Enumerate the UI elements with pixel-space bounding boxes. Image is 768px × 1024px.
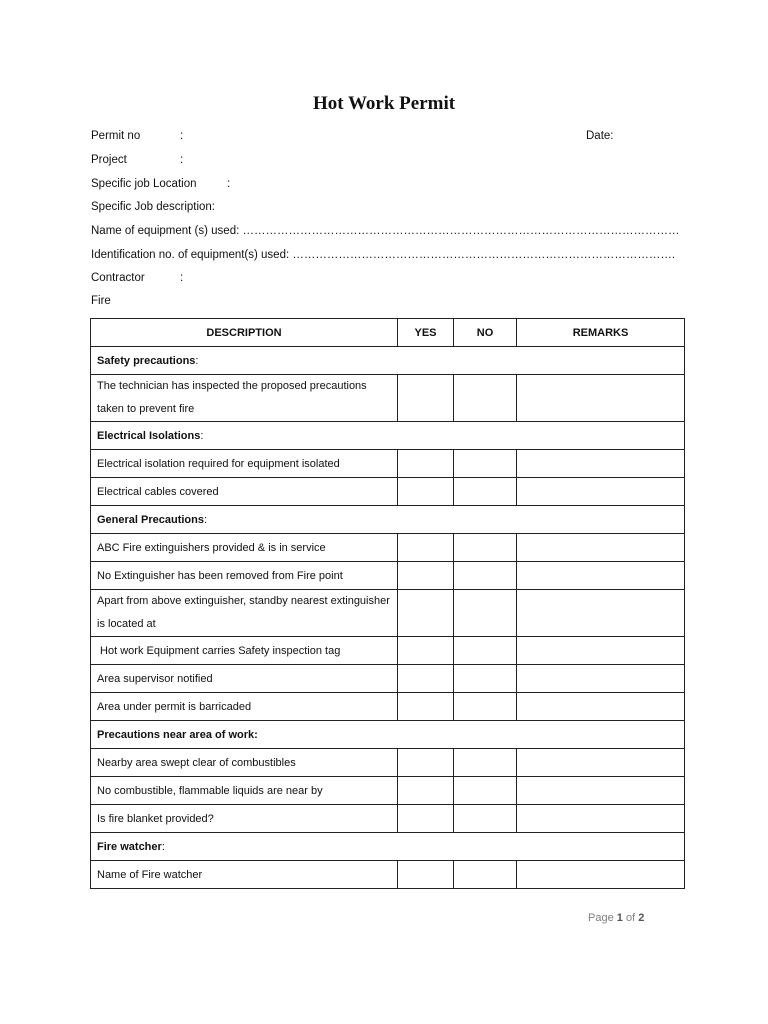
section-colon: :	[204, 513, 208, 526]
fire-label	[91, 295, 111, 307]
equipment-name-label: Name of equipment (s) used:	[91, 225, 240, 237]
item-description: Name of Fire watcher	[91, 861, 398, 889]
table-header-row	[91, 319, 685, 347]
section-colon: :	[200, 429, 204, 442]
no-cell[interactable]	[454, 665, 517, 693]
table-row	[91, 777, 685, 805]
equipment-name-dots: ……………………………………………………………………………………………………	[242, 225, 680, 237]
yes-cell[interactable]	[398, 861, 454, 889]
remarks-cell[interactable]	[517, 665, 685, 693]
section-title	[91, 422, 685, 450]
section-row	[91, 347, 685, 375]
table-row	[91, 749, 685, 777]
section-title-text: Safety precautions	[97, 354, 196, 367]
section-title	[91, 833, 685, 861]
permit-no-label: Permit no	[91, 130, 141, 142]
item-description: Electrical cables covered	[91, 478, 398, 506]
no-cell[interactable]	[454, 375, 517, 422]
no-cell[interactable]	[454, 478, 517, 506]
checklist-table	[90, 318, 685, 889]
yes-cell[interactable]	[398, 450, 454, 478]
of-word: of	[625, 912, 636, 924]
description-header: DESCRIPTION	[91, 319, 398, 347]
page-title: Hot Work Permit	[312, 93, 456, 114]
page-total: 2	[638, 912, 645, 924]
remarks-cell[interactable]	[517, 478, 685, 506]
job-description-field	[91, 201, 215, 213]
section-title	[91, 721, 685, 749]
section-colon: :	[161, 840, 165, 853]
section-title-text: Electrical Isolations	[97, 429, 201, 442]
item-description: Apart from above extinguisher, standby nearest extinguisher is located at	[91, 590, 398, 637]
section-row	[91, 833, 685, 861]
table-row	[91, 534, 685, 562]
yes-cell[interactable]	[398, 375, 454, 422]
no-cell[interactable]	[454, 562, 517, 590]
table-row	[91, 861, 685, 889]
yes-cell[interactable]	[398, 534, 454, 562]
remarks-cell[interactable]	[517, 861, 685, 889]
remarks-cell[interactable]	[517, 534, 685, 562]
item-description: Nearby area swept clear of combustibles	[91, 749, 398, 777]
section-title-text: Precautions near area of work:	[97, 728, 258, 741]
yes-cell[interactable]	[398, 590, 454, 637]
page-word: Page	[588, 912, 614, 924]
item-description: Electrical isolation required for equipment isolated	[91, 450, 398, 478]
job-description-label: Specific Job description:	[91, 201, 216, 213]
job-location-field	[91, 178, 231, 190]
no-cell[interactable]	[454, 777, 517, 805]
remarks-cell[interactable]	[517, 562, 685, 590]
table-row	[91, 375, 685, 422]
yes-cell[interactable]	[398, 777, 454, 805]
project-colon: :	[180, 154, 184, 166]
yes-cell[interactable]	[398, 562, 454, 590]
equipment-id-dots: ……………………………………………………………………………………….	[292, 249, 676, 261]
remarks-cell[interactable]	[517, 637, 685, 665]
remarks-header: REMARKS	[517, 319, 685, 347]
item-description: Hot work Equipment carries Safety inspection tag	[91, 637, 398, 665]
section-title	[91, 347, 685, 375]
no-cell[interactable]	[454, 693, 517, 721]
no-cell[interactable]	[454, 749, 517, 777]
remarks-cell[interactable]	[517, 590, 685, 637]
remarks-cell[interactable]	[517, 805, 685, 833]
remarks-cell[interactable]	[517, 749, 685, 777]
contractor-label: Contractor	[91, 272, 145, 284]
job-location-label: Specific job Location	[91, 178, 197, 190]
yes-cell[interactable]	[398, 637, 454, 665]
table-row	[91, 665, 685, 693]
remarks-cell[interactable]	[517, 777, 685, 805]
section-row	[91, 506, 685, 534]
table-row	[91, 478, 685, 506]
item-description: The technician has inspected the proposed precautions taken to prevent fire	[91, 375, 398, 422]
item-description: No combustible, flammable liquids are near by	[91, 777, 398, 805]
table-row	[91, 693, 685, 721]
section-row	[91, 422, 685, 450]
item-description: ABC Fire extinguishers provided & is in service	[91, 534, 398, 562]
table-row	[91, 562, 685, 590]
remarks-cell[interactable]	[517, 375, 685, 422]
yes-cell[interactable]	[398, 665, 454, 693]
permit-no-field	[91, 130, 184, 142]
table-row	[91, 637, 685, 665]
yes-cell[interactable]	[398, 749, 454, 777]
equipment-name-field	[91, 225, 680, 237]
no-cell[interactable]	[454, 590, 517, 637]
yes-cell[interactable]	[398, 805, 454, 833]
section-title-text: Fire watcher	[97, 840, 162, 853]
yes-cell[interactable]	[398, 478, 454, 506]
table-row	[91, 450, 685, 478]
job-location-colon: :	[227, 178, 231, 190]
no-cell[interactable]	[454, 534, 517, 562]
contractor-colon: :	[180, 272, 184, 284]
yes-header: YES	[398, 319, 454, 347]
yes-cell[interactable]	[398, 693, 454, 721]
section-colon: :	[195, 354, 199, 367]
item-description: Is fire blanket provided?	[91, 805, 398, 833]
permit-no-colon: :	[180, 130, 184, 142]
no-header: NO	[454, 319, 517, 347]
section-title-text: General Precautions	[97, 513, 204, 526]
item-description: Area supervisor notified	[91, 665, 398, 693]
section-row	[91, 721, 685, 749]
remarks-cell[interactable]	[517, 450, 685, 478]
no-cell[interactable]	[454, 450, 517, 478]
section-title	[91, 506, 685, 534]
no-cell[interactable]	[454, 805, 517, 833]
page-current: 1	[616, 912, 623, 924]
item-description: No Extinguisher has been removed from Fire point	[91, 562, 398, 590]
no-cell[interactable]	[454, 861, 517, 889]
fire-label-text: Fire	[91, 295, 111, 307]
project-field	[91, 154, 184, 166]
date-label: Date:	[586, 130, 614, 142]
no-cell[interactable]	[454, 637, 517, 665]
item-description: Area under permit is barricaded	[91, 693, 398, 721]
equipment-id-field	[91, 249, 675, 261]
remarks-cell[interactable]	[517, 693, 685, 721]
table-row	[91, 590, 685, 637]
table-row	[91, 805, 685, 833]
contractor-field	[91, 272, 184, 284]
page-footer	[588, 912, 644, 924]
project-label: Project	[91, 154, 127, 166]
equipment-id-label: Identification no. of equipment(s) used:	[91, 249, 290, 261]
